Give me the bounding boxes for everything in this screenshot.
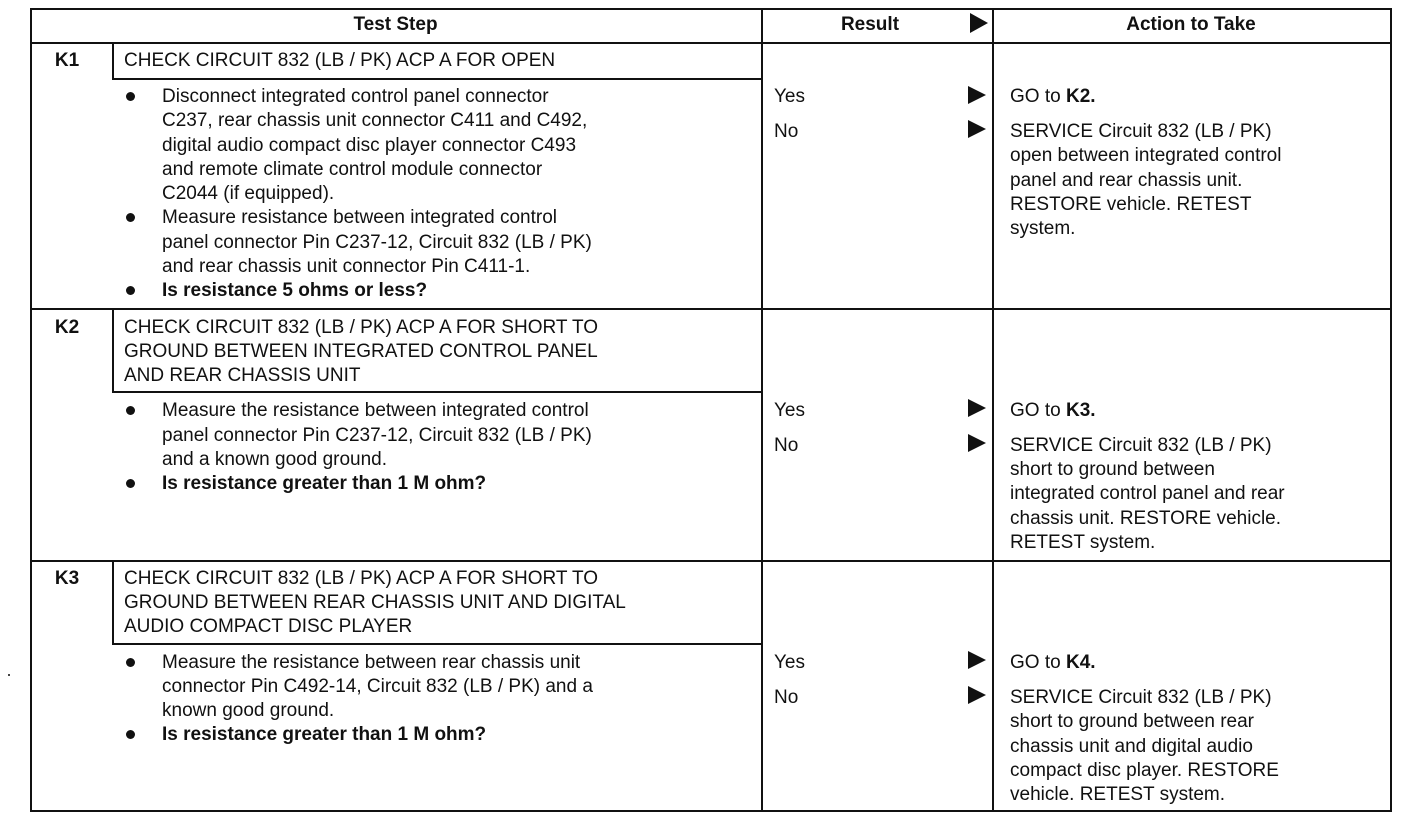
bullet-icon (126, 479, 135, 488)
action-yes-target: K2. (1065, 86, 1096, 107)
action-line: SERVICE Circuit 832 (LB / PK) (1010, 435, 1272, 456)
action-yes-target: K4. (1065, 652, 1096, 673)
question: Is resistance greater than 1 M ohm? (162, 724, 487, 745)
instruction-line: panel connector Pin C237-12, Circuit 832 (LB / PK) (162, 425, 592, 446)
result-yes: Yes (774, 86, 805, 107)
action-yes-target: K3. (1065, 400, 1096, 421)
header-bottom-border (30, 42, 1392, 44)
action-yes-prefix: GO to (1010, 86, 1066, 107)
title-divider (112, 391, 762, 393)
row-divider (30, 308, 1392, 310)
step-title: CHECK CIRCUIT 832 (LB / PK) ACP A FOR OPEN (124, 50, 556, 71)
instruction-line: C237, rear chassis unit connector C411 and C492, (162, 110, 588, 131)
instruction-line: C2044 (if equipped). (162, 183, 335, 204)
result-no: No (774, 435, 799, 456)
action-line: short to ground between rear (1010, 711, 1254, 732)
instruction-line: Measure resistance between integrated control (162, 207, 558, 228)
instruction-line: panel connector Pin C237-12, Circuit 832 (LB / PK) (162, 232, 592, 253)
action-line: open between integrated control (1010, 145, 1282, 166)
action-line: panel and rear chassis unit. (1010, 170, 1243, 191)
bullet-icon (126, 730, 135, 739)
step-title: AND REAR CHASSIS UNIT (124, 365, 361, 386)
step-id-divider (112, 560, 114, 645)
bullet-icon (126, 213, 135, 222)
action-line: chassis unit and digital audio (1010, 736, 1253, 757)
action-column-border (992, 8, 994, 812)
action-line: SERVICE Circuit 832 (LB / PK) (1010, 121, 1272, 142)
table-bottom-border (30, 810, 1392, 812)
header-test-step: Test Step (353, 14, 438, 35)
instruction-line: connector Pin C492-14, Circuit 832 (LB / PK) and a (162, 676, 593, 697)
scan-speck (8, 674, 10, 676)
instruction-line: Measure the resistance between rear chassis unit (162, 652, 581, 673)
step-title: GROUND BETWEEN INTEGRATED CONTROL PANEL (124, 341, 598, 362)
result-yes: Yes (774, 652, 805, 673)
question: Is resistance greater than 1 M ohm? (162, 473, 487, 494)
header-arrow-icon (970, 13, 988, 33)
instruction-line: known good ground. (162, 700, 335, 721)
instruction-line: and remote climate control module connector (162, 159, 543, 180)
step-id-divider (112, 308, 114, 393)
bullet-icon (126, 658, 135, 667)
table-right-border (1390, 8, 1392, 812)
action-yes (1010, 85, 1096, 109)
action-yes-prefix: GO to (1010, 400, 1066, 421)
step-id-divider (112, 42, 114, 80)
table-top-border (30, 8, 1392, 10)
header-action: Action to Take (1126, 14, 1256, 35)
action-line: short to ground between (1010, 459, 1215, 480)
step-title: GROUND BETWEEN REAR CHASSIS UNIT AND DIGITAL (124, 592, 626, 613)
action-line: chassis unit. RESTORE vehicle. (1010, 508, 1282, 529)
title-divider (112, 78, 762, 80)
arrow-icon (968, 651, 986, 669)
step-id: K1 (54, 50, 80, 71)
row-divider (30, 560, 1392, 562)
title-divider (112, 643, 762, 645)
action-line: SERVICE Circuit 832 (LB / PK) (1010, 687, 1272, 708)
action-line: RETEST system. (1010, 532, 1156, 553)
step-title: AUDIO COMPACT DISC PLAYER (124, 616, 413, 637)
step-title: CHECK CIRCUIT 832 (LB / PK) ACP A FOR SHORT TO (124, 317, 599, 338)
action-line: system. (1010, 218, 1076, 239)
result-no: No (774, 121, 799, 142)
bullet-icon (126, 406, 135, 415)
arrow-icon (968, 399, 986, 417)
step-title: CHECK CIRCUIT 832 (LB / PK) ACP A FOR SHORT TO (124, 568, 599, 589)
arrow-icon (968, 686, 986, 704)
action-line: RESTORE vehicle. RETEST (1010, 194, 1252, 215)
action-line: vehicle. RETEST system. (1010, 784, 1226, 805)
bullet-icon (126, 92, 135, 101)
result-column-border (761, 8, 763, 812)
header-result: Result (840, 14, 900, 35)
instruction-line: Disconnect integrated control panel connector (162, 86, 549, 107)
action-yes (1010, 399, 1096, 423)
instruction-line: and a known good ground. (162, 449, 388, 470)
action-line: integrated control panel and rear (1010, 483, 1285, 504)
action-line: compact disc player. RESTORE (1010, 760, 1279, 781)
bullet-icon (126, 286, 135, 295)
action-yes-prefix: GO to (1010, 652, 1066, 673)
step-id: K3 (54, 568, 80, 589)
instruction-line: Measure the resistance between integrated control (162, 400, 589, 421)
result-no: No (774, 687, 799, 708)
instruction-line: and rear chassis unit connector Pin C411-1. (162, 256, 531, 277)
step-id: K2 (54, 317, 80, 338)
result-yes: Yes (774, 400, 805, 421)
instruction-line: digital audio compact disc player connector C493 (162, 135, 577, 156)
arrow-icon (968, 86, 986, 104)
table-left-border (30, 8, 32, 812)
action-yes (1010, 651, 1096, 675)
question: Is resistance 5 ohms or less? (162, 280, 428, 301)
arrow-icon (968, 434, 986, 452)
arrow-icon (968, 120, 986, 138)
